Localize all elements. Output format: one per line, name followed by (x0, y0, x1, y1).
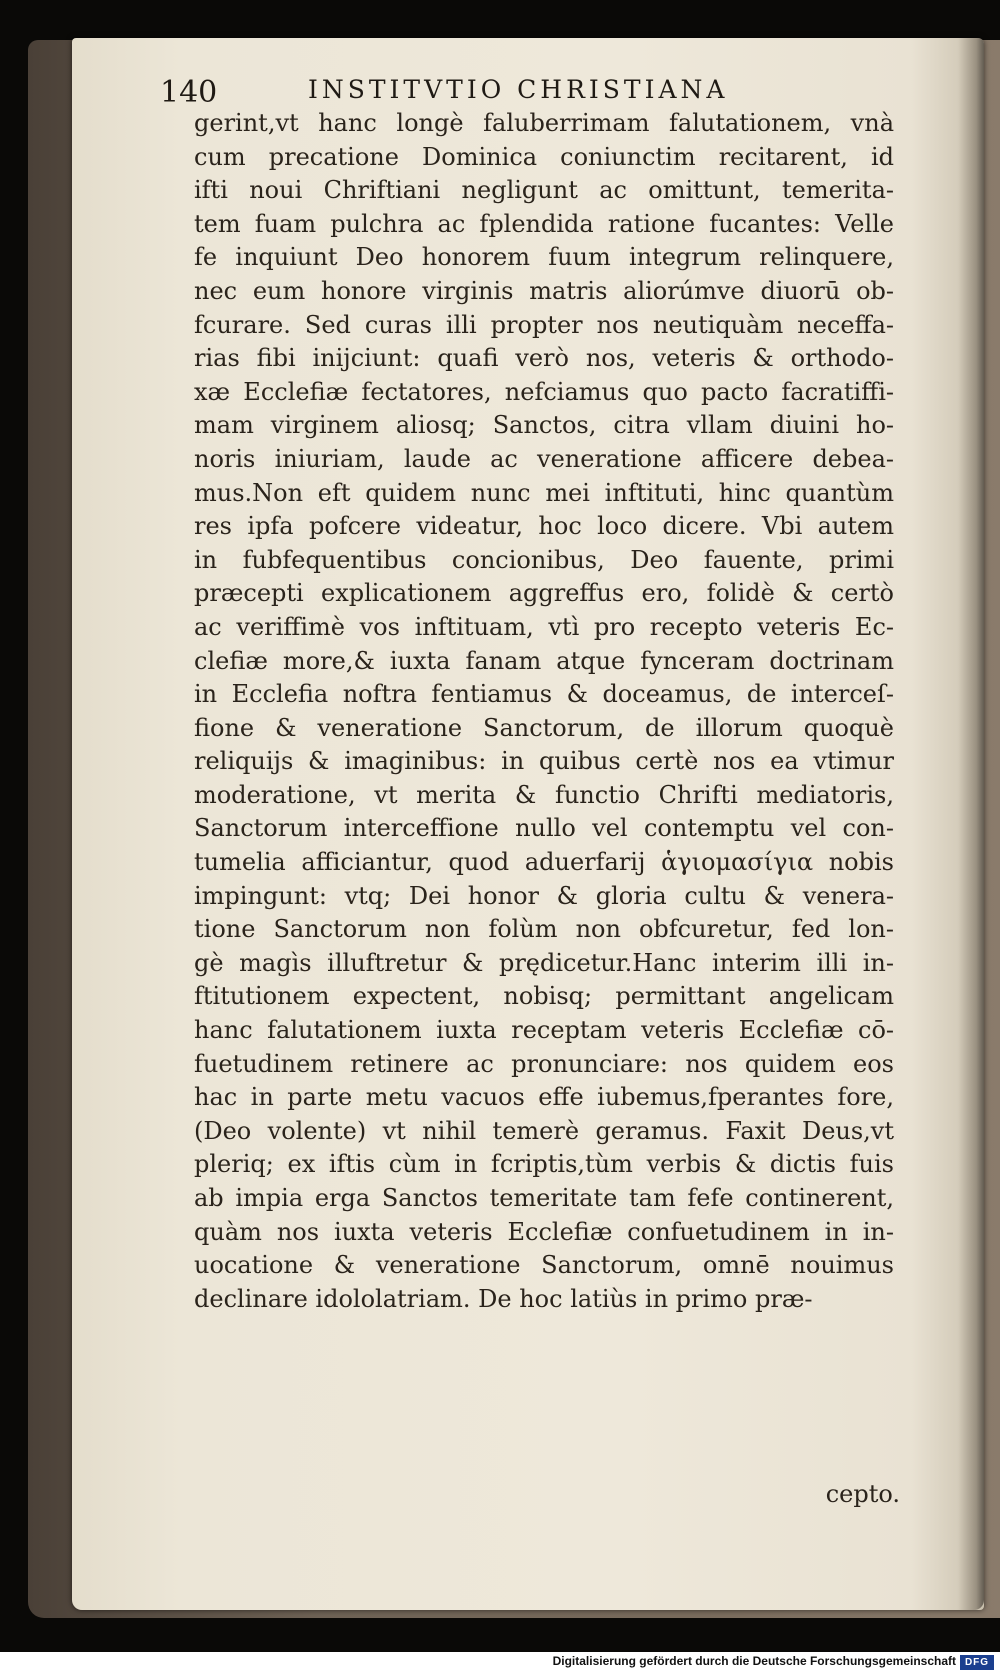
page-number: 140 (160, 75, 218, 110)
text-line: tem fuam pulchra ac fplendida ratione fucantes: Velle (194, 209, 894, 238)
text-line: tumelia afficiantur, quod aduerfarij ἁγιομασίγια nobis (194, 848, 894, 877)
text-line: Sanctorum interceffione nullo vel contemptu vel con- (194, 814, 894, 843)
text-line: rias fibi inijciunt: quafi verò nos, veteris & orthodo- (194, 344, 894, 373)
text-line: in Ecclefia noftra fentiamus & doceamus, de interceſ- (194, 680, 894, 709)
text-line: fione & veneratione Sanctorum, de illorum quoquè (194, 713, 894, 742)
text-line: gerint,vt hanc longè faluberrimam falutationem, vnà (194, 109, 894, 137)
text-line: in fubfequentibus concionibus, Deo fauente, primi (194, 545, 894, 574)
text-line: ab impia erga Sanctos temeritate tam fefe continerent, (194, 1184, 894, 1212)
text-line: xæ Ecclefiæ fectatores, nefciamus quo pacto facratiffi- (194, 377, 894, 406)
text-line: clefiæ more,& iuxta fanam atque fynceram doctrinam (194, 646, 894, 675)
text-line: tione Sanctorum non folùm non obfcuretur, fed lon- (194, 915, 894, 944)
body-text (194, 107, 894, 1316)
text-line: quàm nos iuxta veteris Ecclefiæ confuetudinem in in- (194, 1217, 894, 1246)
catchword: cepto. (825, 1480, 900, 1508)
text-line: fuetudinem retinere ac pronunciare: nos quidem eos (194, 1049, 894, 1078)
text-line: (Deo volente) vt nihil temerè geramus. Faxit Deus,vt (194, 1116, 894, 1145)
text-line: mam virginem aliosq; Sanctos, citra vllam diuini ho- (194, 411, 894, 440)
digitization-footer (0, 1652, 1000, 1673)
dfg-logo: DFG (960, 1655, 994, 1670)
text-line: nec eum honore virginis matris aliorúmve diuorū ob- (194, 276, 894, 305)
text-line: reliquijs & imaginibus: in quibus certè nos ea vtimur (194, 747, 894, 776)
text-line: hanc falutationem iuxta receptam veteris Ecclefiæ cō- (194, 1016, 894, 1045)
text-line: uocatione & veneratione Sanctorum, omnē nouimus (194, 1251, 894, 1280)
text-line: res ipfa pofcere videatur, hoc loco dicere. Vbi autem (194, 512, 894, 541)
text-line: mus.Non eft quidem nunc mei inftituti, hinc quantùm (194, 478, 894, 507)
text-line: noris iniuriam, laude ac veneratione afficere debea- (194, 444, 894, 473)
text-line: moderatione, vt merita & functio Chrifti mediatoris, (194, 780, 894, 809)
text-line: ifti noui Chriftiani negligunt ac omittunt, temerita- (194, 176, 894, 205)
text-line: hac in parte metu vacuos effe iubemus,fperantes fore, (194, 1083, 894, 1112)
text-line: cum precatione Dominica coniunctim recitarent, id (194, 142, 894, 171)
text-line: pleriq; ex iftis cùm in fcriptis,tùm verbis & dictis fuis (194, 1150, 894, 1179)
text-line: præcepti explicationem aggreffus ero, folidè & certò (194, 579, 894, 608)
text-line: impingunt: vtq; Dei honor & gloria cultu & venera- (194, 881, 894, 910)
page-edge-shadow (958, 38, 984, 1610)
text-line: ftitutionem expectent, nobisq; permittant angelicam (194, 982, 894, 1011)
text-line: fcurare. Sed curas illi propter nos neutiquàm neceffa- (194, 310, 894, 339)
text-line: declinare idololatriam. De hoc latiùs in primo præ- (194, 1284, 813, 1313)
text-line: gè magìs illuftretur & prędicetur.Hanc interim illi in- (194, 948, 894, 977)
funding-credit: Digitalisierung gefördert durch die Deutsche Forschungsgemeinschaft (552, 1654, 956, 1668)
text-line: fe inquiunt Deo honorem fuum integrum relinquere, (194, 243, 894, 272)
text-line: ac veriffimè vos inftituam, vtì pro recepto veteris Ec- (194, 612, 894, 641)
running-title: INSTITVTIO CHRISTIANA (308, 75, 729, 104)
